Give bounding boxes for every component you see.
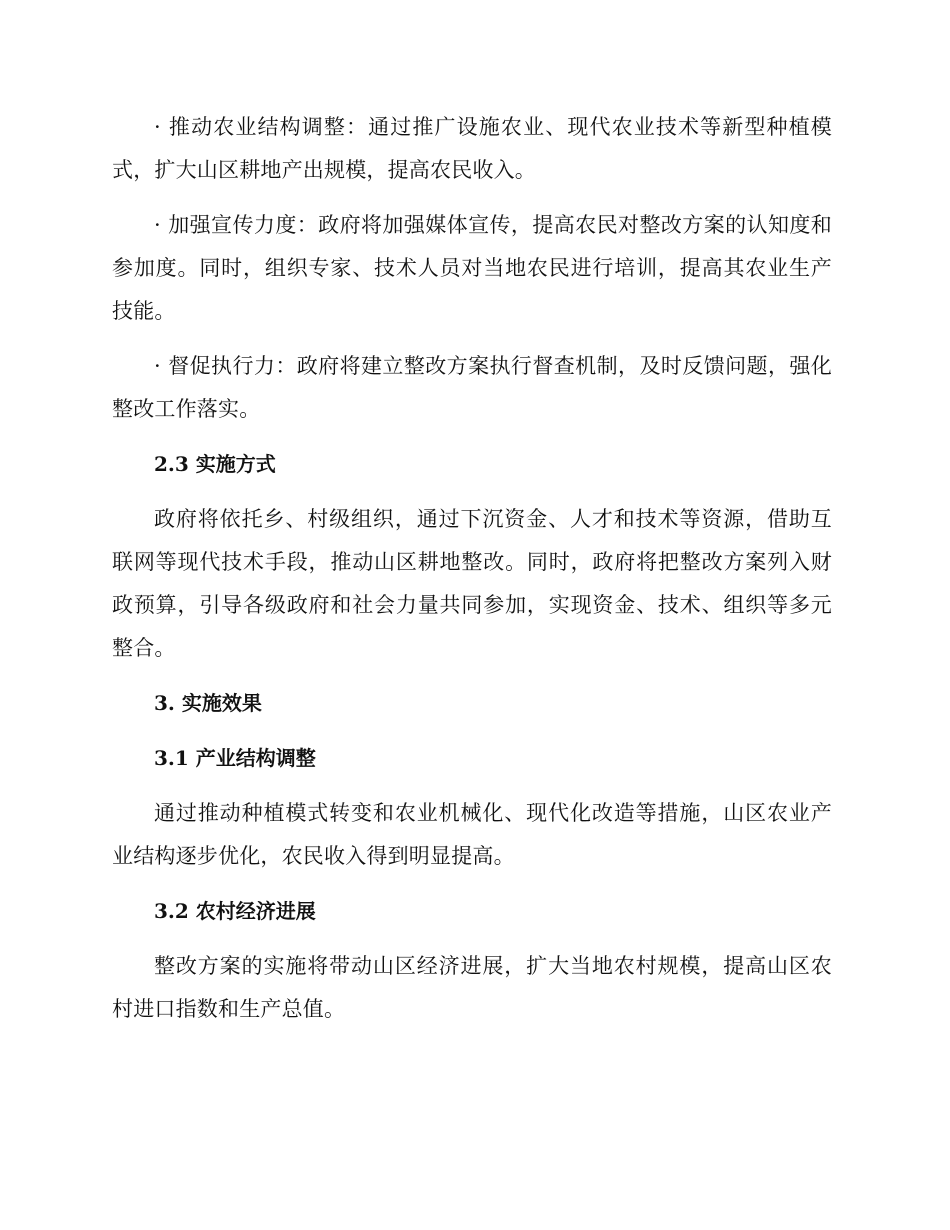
section-heading: 2.3 实施方式 <box>154 452 276 476</box>
bullet-text: 推动农业结构调整：通过推广设施农业、现代农业技术等新型种植模式，扩大山区耕地产出规模，提高农民收入。 <box>112 115 832 182</box>
bullet-paragraph <box>112 345 832 431</box>
body-paragraph: 整改方案的实施将带动山区经济进展，扩大当地农村规模，提高山区农村进口指数和生产总值。 <box>112 954 832 1021</box>
bullet-paragraph <box>112 106 832 192</box>
subsection-heading: 3.1 产业结构调整 <box>154 746 316 770</box>
section-heading: 3. 实施效果 <box>154 691 262 715</box>
bullet-marker: · <box>154 354 161 378</box>
document-page <box>112 106 832 1043</box>
bullet-text: 加强宣传力度：政府将加强媒体宣传，提高农民对整改方案的认知度和参加度。同时，组织专家、技术人员对当地农民进行培训，提高其农业生产技能。 <box>112 213 832 323</box>
body-paragraph: 政府将依托乡、村级组织，通过下沉资金、人才和技术等资源，借助互联网等现代技术手段，推动山区耕地整改。同时，政府将把整改方案列入财政预算，引导各级政府和社会力量共同参加，实现资金、技术、组织等多元整合。 <box>112 507 832 660</box>
subsection-heading: 3.2 农村经济进展 <box>154 899 316 923</box>
body-paragraph: 通过推动种植模式转变和农业机械化、现代化改造等措施，山区农业产业结构逐步优化，农民收入得到明显提高。 <box>112 801 832 868</box>
bullet-text: 督促执行力：政府将建立整改方案执行督查机制，及时反馈问题，强化整改工作落实。 <box>112 354 832 421</box>
bullet-marker: · <box>154 213 161 237</box>
bullet-marker: · <box>154 115 161 139</box>
bullet-paragraph <box>112 204 832 333</box>
